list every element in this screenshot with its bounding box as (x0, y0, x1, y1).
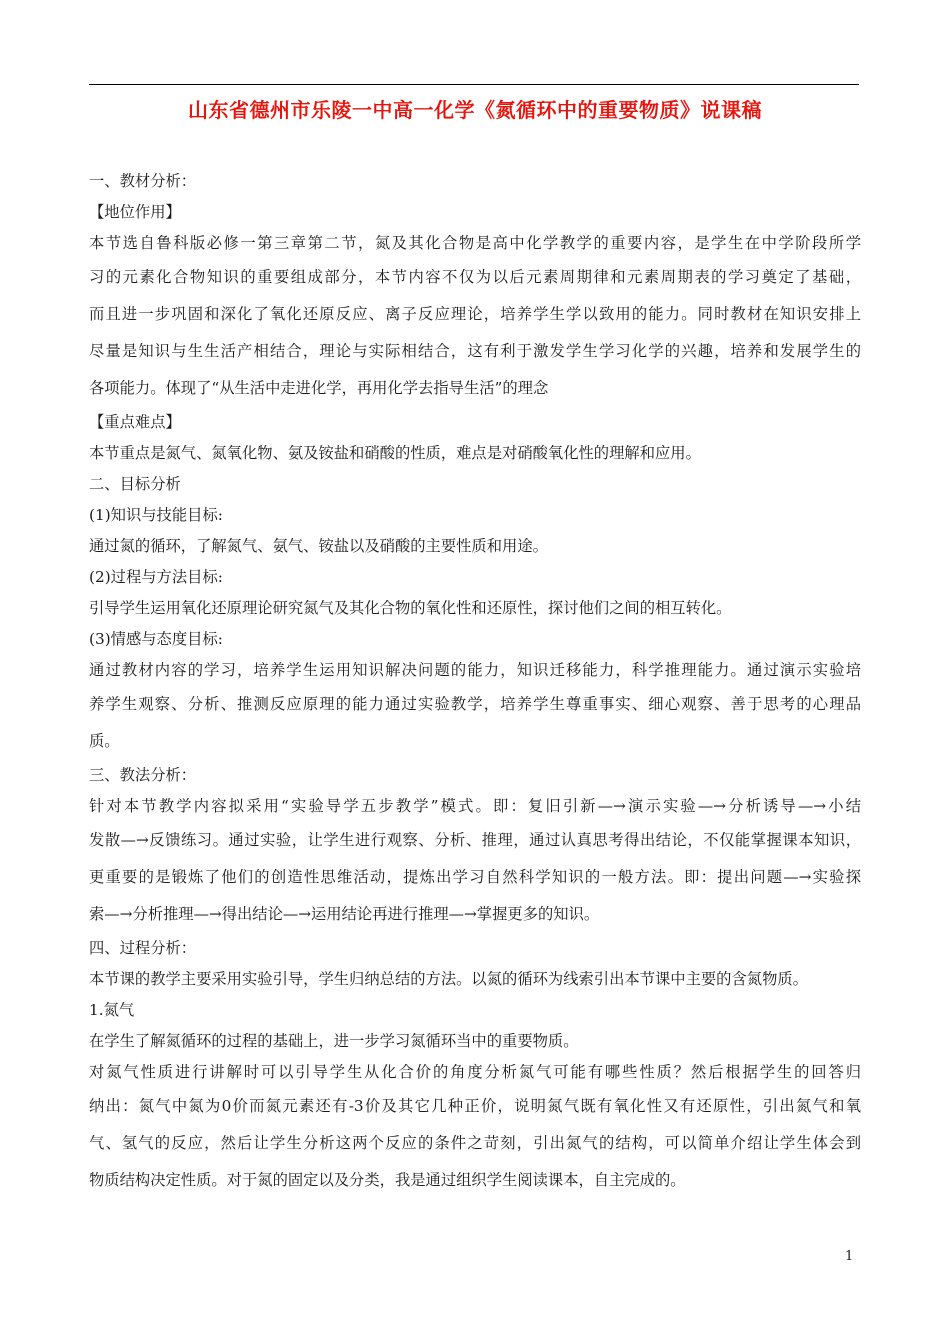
text-line: 一、教材分析： (89, 172, 197, 190)
text-line: 针对本节教学内容拟采用“实验导学五步教学”模式。即：复旧引新—→演示实验—→分析诱导—→小结 (89, 797, 861, 815)
page-title: 山东省德州市乐陵一中高一化学《氮循环中的重要物质》说课稿 (188, 98, 762, 122)
text-line: 本节课的教学主要采用实验引导，学生归纳总结的方法。以氮的循环为线索引出本节课中主要的含氮物质。 (89, 970, 808, 988)
text-line: (2)过程与方法目标: (89, 568, 223, 586)
text-line: 引导学生运用氧化还原理论研究氮气及其化合物的氧化性和还原性，探讨他们之间的相互转化。 (89, 599, 732, 617)
header-rule (89, 84, 859, 85)
text-line: 更重要的是锻炼了他们的创造性思维活动，提炼出学习自然科学知识的一般方法。即：提出问题—→实验探 (89, 868, 861, 886)
text-line: 索—→分析推理—→得出结论—→运用结论再进行推理—→掌握更多的知识。 (89, 905, 600, 923)
text-line: 对氮气性质进行讲解时可以引导学生从化合价的角度分析氮气可能有哪些性质？然后根据学生的回答归 (89, 1063, 861, 1081)
text-line: 通过氮的循环，了解氮气、氨气、铵盐以及硝酸的主要性质和用途。 (89, 537, 548, 555)
text-line: 尽量是知识与生生活产相结合，理论与实际相结合，这有利于激发学生学习化学的兴趣，培养和发展学生的 (89, 342, 861, 360)
text-line: 习的元素化合物知识的重要组成部分，本节内容不仅为以后元素周期律和元素周期表的学习奠定了基础， (89, 268, 861, 286)
text-line: 而且进一步巩固和深化了氧化还原反应、离子反应理论，培养学生学以致用的能力。同时教材在知识安排上 (89, 305, 861, 323)
text-line: (1)知识与技能目标: (89, 506, 223, 524)
text-line: 三、教法分析： (89, 766, 197, 784)
text-line: 本节选自鲁科版必修一第三章第二节，氮及其化合物是高中化学教学的重要内容，是学生在中学阶段所学 (89, 234, 861, 252)
page-number: 1 (845, 1249, 854, 1264)
text-line: 【重点难点】 (89, 413, 181, 431)
document-body (89, 166, 861, 1199)
text-line: 纳出：氮气中氮为0价而氮元素还有-3价及其它几种正价，说明氮气既有氧化性又有还原性，引出氮气和氧 (89, 1097, 861, 1115)
text-line: 气、氢气的反应，然后让学生分析这两个反应的条件之苛刻，引出氮气的结构，可以简单介绍让学生体会到 (89, 1134, 861, 1152)
text-line: 本节重点是氮气、氮氧化物、氨及铵盐和硝酸的性质，难点是对硝酸氧化性的理解和应用。 (89, 444, 701, 462)
text-line: 1.氮气 (89, 1001, 135, 1019)
text-line: 物质结构决定性质。对于氮的固定以及分类，我是通过组织学生阅读课本，自主完成的。 (89, 1171, 686, 1189)
text-line: 质。 (89, 732, 120, 750)
text-line: 各项能力。体现了“从生活中走进化学，再用化学去指导生活”的理念 (89, 379, 549, 397)
text-line: 发散—→反馈练习。通过实验，让学生进行观察、分析、推理，通过认真思考得出结论，不仅能掌握课本知识， (89, 831, 861, 849)
text-line: 养学生观察、分析、推测反应原理的能力通过实验教学，培养学生尊重事实、细心观察、善于思考的心理品 (89, 695, 861, 713)
text-line: 【地位作用】 (89, 203, 181, 221)
text-line: 四、过程分析： (89, 939, 197, 957)
text-line: 二、目标分析 (89, 475, 181, 493)
text-line: (3)情感与态度目标: (89, 630, 223, 648)
text-line: 在学生了解氮循环的过程的基础上，进一步学习氮循环当中的重要物质。 (89, 1032, 579, 1050)
text-line: 通过教材内容的学习，培养学生运用知识解决问题的能力，知识迁移能力，科学推理能力。通过演示实验培 (89, 661, 861, 679)
